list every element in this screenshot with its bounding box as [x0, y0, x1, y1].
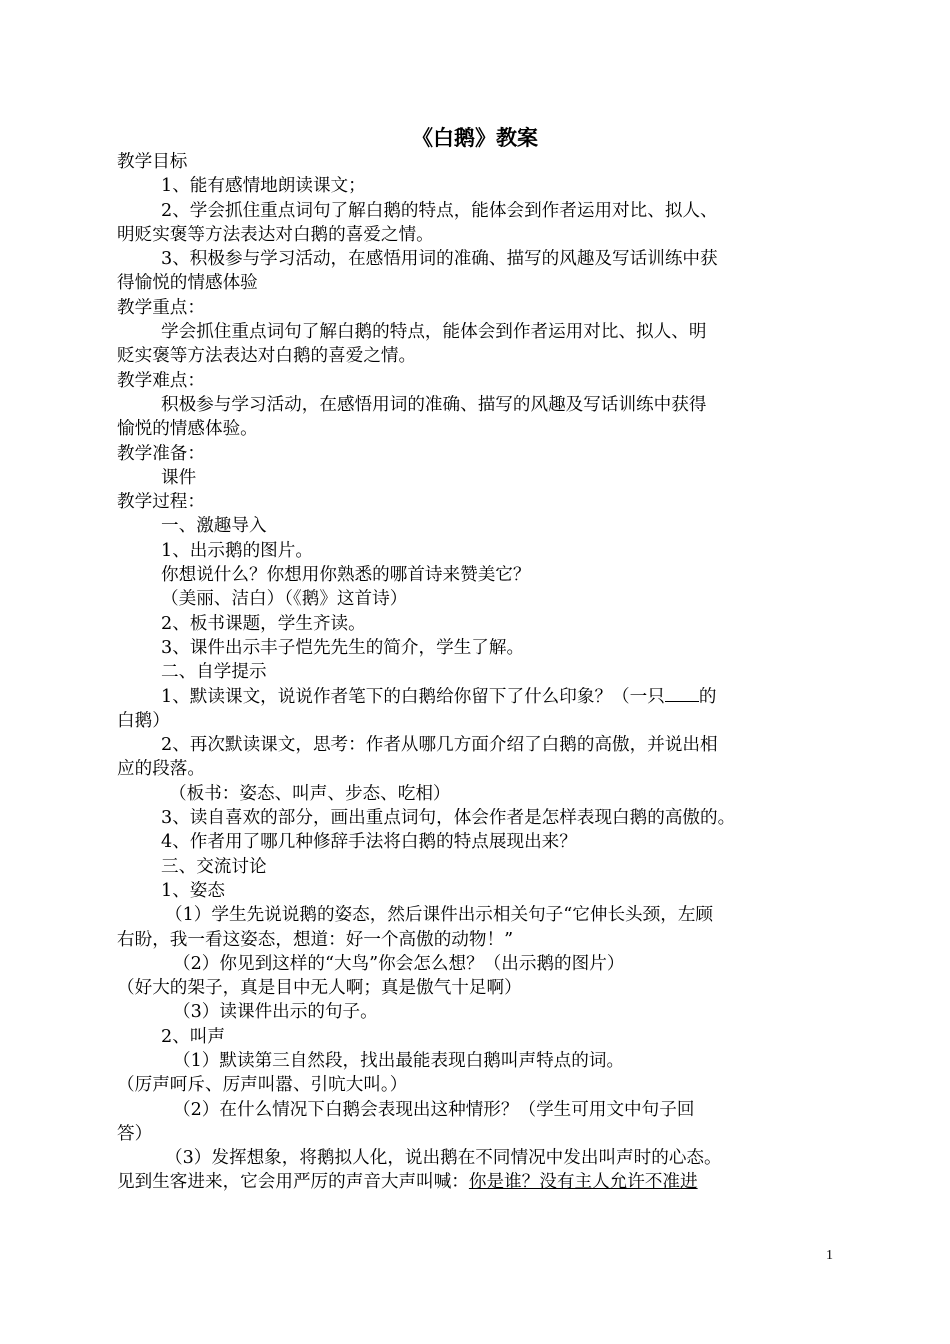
- process-line: 1、出示鹅的图片。: [161, 540, 313, 561]
- objective-1: 1、能有感情地朗读课文；: [161, 176, 366, 197]
- process-line: 应的段落。: [117, 759, 205, 780]
- difficulties-line-1: 积极参与学习活动，在感悟用词的准确、描写的风趣及写话训练中获得: [161, 394, 707, 415]
- process-line: 3、课件出示丰子恺先先生的简介，学生了解。: [161, 637, 525, 658]
- objective-3-line-2: 得愉悦的情感体验: [117, 273, 258, 294]
- section-heading-preparation: 教学准备：: [117, 443, 205, 464]
- process-part-2-heading: 二、自学提示: [161, 662, 267, 683]
- process-line: （3）读课件出示的句子。: [173, 1002, 378, 1023]
- key-points-line-1: 学会抓住重点词句了解白鹅的特点，能体会到作者运用对比、拟人、明: [161, 322, 707, 343]
- key-points-line-2: 贬实褒等方法表达对白鹅的喜爱之情。: [117, 346, 417, 367]
- line-text: 的: [698, 686, 717, 707]
- process-line: [117, 685, 842, 709]
- underlined-text: 你是谁？没有主人允许不准进: [468, 1172, 698, 1193]
- document-title: 《白鹅》教案: [412, 125, 538, 150]
- page-number: 1: [826, 1248, 833, 1263]
- process-line: 2、再次默读课文，思考：作者从哪几方面介绍了白鹅的高傲，并说出相: [161, 735, 718, 756]
- process-line: （3）发挥想象，将鹅拟人化，说出鹅在不同情况中发出叫声时的心态。: [165, 1148, 722, 1169]
- line-text: 1、默读课文，说说作者笔下的白鹅给你留下了什么印象？（一只: [161, 686, 665, 707]
- section-heading-key-points: 教学重点：: [117, 297, 205, 318]
- process-line: 2、板书课题，学生齐读。: [161, 613, 366, 634]
- preparation-item: 课件: [161, 467, 197, 488]
- process-line: 1、姿态: [161, 880, 225, 901]
- line-text: 见到生客进来，它会用严厉的声音大声叫喊：: [117, 1172, 469, 1193]
- process-line: [117, 1170, 842, 1194]
- process-line: （2）在什么情况下白鹅会表现出这种情形？（学生可用文中句子回: [173, 1099, 695, 1120]
- process-line: 2、叫声: [161, 1026, 225, 1047]
- process-part-3-heading: 三、交流讨论: [161, 856, 267, 877]
- process-line: 你想说什么？你想用你熟悉的哪首诗来赞美它？: [161, 565, 531, 586]
- section-heading-objectives: 教学目标: [117, 152, 188, 172]
- process-line: 答）: [117, 1123, 153, 1144]
- process-line: （板书：姿态、叫声、步态、吃相）: [169, 783, 451, 804]
- section-heading-process: 教学过程：: [117, 492, 205, 513]
- objective-2-line-1: 2、学会抓住重点词句了解白鹅的特点，能体会到作者运用对比、拟人、: [161, 200, 718, 221]
- process-line: （好大的架子，真是目中无人啊；真是傲气十足啊）: [117, 978, 522, 999]
- process-line: （1）学生先说说鹅的姿态，然后课件出示相关句子“它伸长头颈，左顾: [165, 905, 714, 926]
- fill-in-blank: [665, 685, 699, 702]
- process-part-1-heading: 一、激趣导入: [161, 516, 267, 537]
- process-line: 4、作者用了哪几种修辞手法将白鹅的特点展现出来？: [161, 832, 577, 853]
- process-line: （厉声呵斥、厉声叫嚣、引吭大叫。）: [117, 1075, 408, 1096]
- objective-3-line-1: 3、积极参与学习活动，在感悟用词的准确、描写的风趣及写话训练中获: [161, 249, 718, 270]
- process-line: （美丽、洁白）（《鹅》这首诗）: [161, 589, 408, 610]
- process-line: 3、读自喜欢的部分，画出重点词句，体会作者是怎样表现白鹅的高傲的。: [161, 808, 736, 829]
- section-heading-difficulties: 教学难点：: [117, 370, 205, 391]
- process-line: （2）你见到这样的“大鸟”你会怎么想？（出示鹅的图片）: [173, 953, 625, 974]
- process-line: 白鹅）: [117, 710, 170, 731]
- objective-2-line-2: 明贬实褒等方法表达对白鹅的喜爱之情。: [117, 224, 434, 245]
- document-body: [117, 150, 842, 1195]
- difficulties-line-2: 愉悦的情感体验。: [117, 419, 258, 440]
- process-line: （1）默读第三自然段，找出最能表现白鹅叫声特点的词。: [173, 1050, 625, 1071]
- process-line: 右盼，我一看这姿态，想道：好一个高傲的动物！”: [117, 929, 514, 950]
